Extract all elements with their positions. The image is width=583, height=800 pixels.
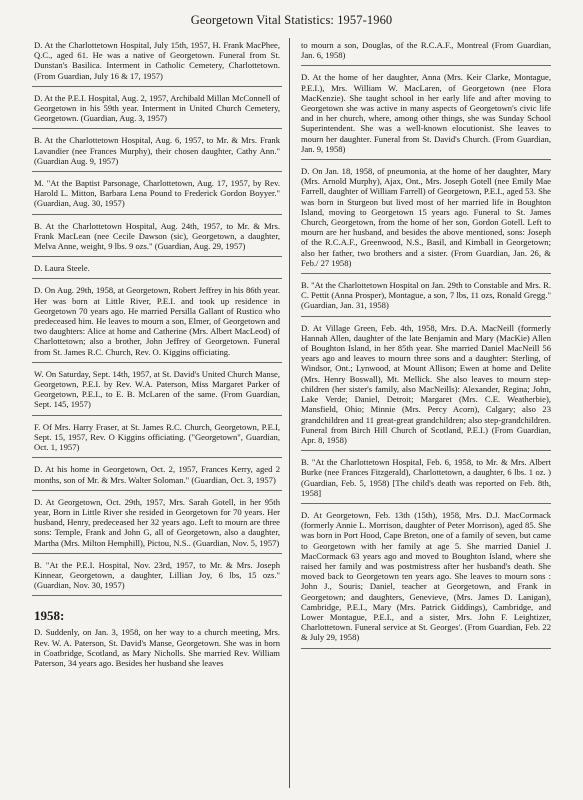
entry-paterson-continued: to mourn a son, Douglas, of the R.C.A.F., Montreal (From Guardian, Jan. 6, 1958)	[301, 40, 551, 66]
left-column	[32, 40, 282, 679]
entry-pound-boyyer: M. "At the Baptist Parsonage, Charlottetown, Aug. 17, 1957, by Rev. Harold L. Mitton, Barbara Lena Pound to Frederick Gordon Boyyer." (Guardian, Aug. 30, 1957)	[32, 178, 282, 215]
entry-steele: D. Laura Steele.	[32, 263, 282, 279]
entry-macneill: D. At Village Green, Feb. 4th, 1958, Mrs. D.A. MacNeill (formerly Hannah Allen, daughter of the late Benjamin and Mary (MacKie) Allen of Boughton Island, in her 85th year. She married Daniel MacNeill 56 years ago and leaves to mourn three sons and a daughter: Sterling, of Windsor, Ont.; Lynwood, at Mount Allison; Ewen at home and Delite (Mrs. Henry Boswall), Mt. Mellick. She also leaves to mourn step-children (her sister's family, also MacNeills): Alexander, Regina; John, Lake Verde; Daniel, Detroit; Margaret (Mrs. C.E. Weatherbie), Mansfield, Ohio; Minnie (Mrs. Percy Acorn), Calgary; also 23 grandchildren and 11 great-great grandchildren; also step-grandchildren. Funeral from Birch Hill Church of Scotland, P.E.I.) (From Guardian, Apr. 8, 1958)	[301, 323, 551, 451]
page-title: Georgetown Vital Statistics: 1957-1960	[190, 13, 393, 27]
column-divider	[289, 38, 290, 788]
entry-soloman: D. At his home in Georgetown, Oct. 2, 1957, Frances Kerry, aged 2 months, son of Mr. & Mrs. Walter Soloman." (Guardian, Oct. 3, 1957)	[32, 464, 282, 490]
entry-mcconnell: D. At the P.E.I. Hospital, Aug. 2, 1957, Archibald Millan McConnell of Georgetown in his 59th year. Interment in United Church Cemetery, Georgetown. (Guardian, Aug. 3, 1957)	[32, 93, 282, 130]
entry-maclean: B. At the Charlottetown Hospital, Aug. 24th, 1957, to Mr. & Mrs. Frank MacLean (nee Cecile Dawson (sic), Georgetown, a daughter, Melva Anne, weight, 9 lbs. 9 ozs." (Guardian, Aug. 29, 1957)	[32, 221, 282, 258]
entry-paterson: D. Suddenly, on Jan. 3, 1958, on her way to a church meeting, Mrs. Rev. W. A. Paterson, St. David's Manse, Georgetown. She was in born in Coatbridge, Scotland, as Mary Nicholls. She married Rev. William Paterson, 34 years ago. Besides her husband she leaves	[34, 627, 280, 668]
entry-kinnear: B. "At the P.E.I. Hospital, Nov. 23rd, 1957, to Mr. & Mrs. Joseph Kinnear, Georgetown, a daughter, Lillian Joy, 6 lbs, 15 ozs." (Guardian, Nov. 30, 1957)	[32, 560, 282, 597]
entry-pettit: B. "At the Charlottetown Hospital on Jan. 29th to Constable and Mrs. R. C. Pettit (Anna Prosper), Montague, a son, 7 lbs, 11 ozs, Ronald Gregg." (Guardian, Jan. 31, 1958)	[301, 280, 551, 317]
year-heading: 1958:	[34, 608, 65, 624]
entry-jeffrey: D. On Aug. 29th, 1958, at Georgetown, Robert Jeffrey in his 86th year. Her was born at Little River, P.E.I. and took up residence in Georgetown 70 years ago. He married Persilla Gallant of Rustico who predeceased him. He leaves to mourn a son, Elmer, of Georgetown and two daughters: Alice at home and Catherine (Mrs. Albert MacLeod) of Charlottetown; also a brother, John Jeffrey of Georgetown. Funeral from St. James R.C. Church, Rev. O. Kiggins officiating.	[32, 285, 282, 362]
entry-lavandier: B. At the Charlottetown Hospital, Aug. 6, 1957, to Mr. & Mrs. Frank Lavandier (nee Frances Murphy), their chosen daughter, Cathy Ann." (Guardian Aug. 9, 1957)	[32, 135, 282, 172]
entry-maccormack: D. At Georgetown, Feb. 13th (15th), 1958, Mrs. D.J. MacCormack (formerly Annie L. Morrison, daughter of Peter Morrison), aged 85. She was born in Port Hood, Cape Breton, one of a family of seven, but came to Georgetown with her family at age 5. She married Daniel J. MacCormack 63 years ago and moved to Boughton Island, where she raised her family and was postmistress after her husband's death. She moved back to Georgetown ten years ago. She leaves to mourn sons : John J., Souris; Daniel, teacher at Georgetown, and Frank in Georgetown; and daughters, Genevieve, (Mrs. James D. Lanigan), Cambridge, P.E.I., Mary (Mrs. Patrick Giddings), Cambridge, and Lower Montague, P.E.I., and a sister, Mrs. John F. Leightizer, Charlottetown. Funeral service at St. Georges'. (From Guardian, Feb. 22 & July 29, 1958)	[301, 510, 551, 649]
entry-maclaren: D. At the home of her daughter, Anna (Mrs. Keir Clarke, Montague, P.E.I.), Mrs. William W. MacLaren, of Georgetown (nee Flora MacKenzie). She taught school in her early life and after moving to Georgetown she was active in many aspects of Georgetown's civic life and in her church, where, among other things, she was Sunday School Superintendent. She was a well-known elocutionist. She leaves to mourn her daughter. Funeral from St. David's Church. (From Guardian, Jan. 9, 1958)	[301, 72, 551, 160]
entry-fraser: F. Of Mrs. Harry Fraser, at St. James R.C. Church, Georgetown, P.E.I, Sept. 15, 1957, Rev. O Kiggins officiating. ("Georgetown", Guardian, Oct. 1, 1957)	[32, 422, 282, 459]
right-column	[301, 40, 551, 655]
entry-macphee: D. At the Charlottetown Hospital, July 15th, 1957, H. Frank MacPhee, Q.C., aged 61. He was a native of Georgetown. Funeral from St. Dunstan's Basilica. Interment in Catholic Cemetery, Charlottetown. (From Guardian, July 16 & 17, 1957)	[32, 40, 282, 87]
entry-gotell-emily: D. On Jan. 18, 1958, of pneumonia, at the home of her daughter, Mary (Mrs. Arnold Murphy), Ajax, Ont., Mrs. Joseph Gotell (nee Emily Mae Farrell, daughter of William Farrell) of Georgetown, P.E.I., aged 53. She was born in Sturgeon but lived most of her married life in Boughton Island, moving to Georgetown 15 years ago. Funeral to St. James Church, Georgetown, from the home of her son, Gordon Gotell. Left to mourn are her husband, and besides the above mentioned, sons: Joseph of the R.C.A.F., Greenwood, N.S., Basil, and Kimball in Georgetown; also her father, two brothers and a sister. (From Guardian, Jan. 26, & Feb./ 27 1958)	[301, 166, 551, 274]
entry-burke: B. "At the Charlottetown Hospital, Feb. 6, 1958, to Mr. & Mrs. Albert Burke (nee Frances Fitzgerald), Charlottetown, a daughter, 6 lbs. 1 oz. ) (Guardian, Feb. 5, 1958) [The child's death was reported on Feb. 8th, 1958]	[301, 457, 551, 504]
entry-gotell-sarah: D. At Georgetown, Oct. 29th, 1957, Mrs. Sarah Gotell, in her 95th year, Born in Little River she resided in Georgetown for 70 years. Her husband, Henry, predeceased her 32 years ago. Left to mourn are three sons: Temple, Frank and John G, all of Georgetown, also a daughter, Martha (Mrs. Milton Hemphill), Pictou, N.S.. (Guardian, Nov. 5, 1957)	[32, 497, 282, 554]
entry-parker-mclaren: W. On Saturday, Sept. 14th, 1957, at St. David's United Church Manse, Georgetown, P.E.I. by Rev. W.A. Paterson, Miss Margaret Parker of Georgetown, P.E.I., to E. B. McLaren of the same. (From Guardian, Sept. 145, 1957)	[32, 369, 282, 416]
